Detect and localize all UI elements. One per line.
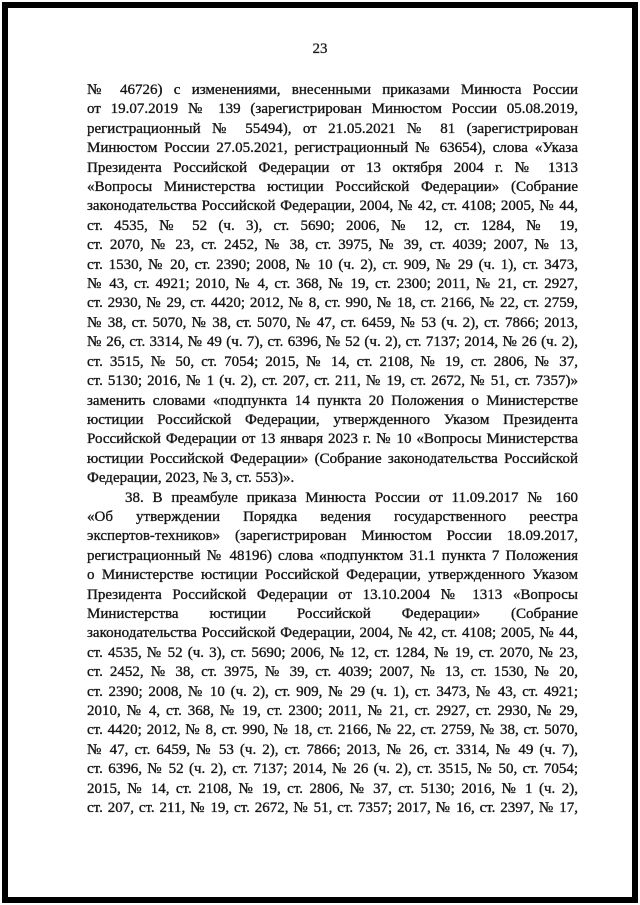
text-line: Российской Федерации от 13 января 2023 г. № 10 «Вопросы Министерства — [87, 431, 578, 448]
text-line: «Вопросы Министерства юстиции Российской Федерации» (Собрание — [87, 179, 578, 196]
paragraph-continuation — [87, 81, 578, 489]
text-line: законодательства Российской Федерации, 2004, № 42, ст. 4108; 2005, № 44, — [87, 625, 578, 642]
paragraph-38 — [87, 489, 578, 819]
page-number: 23 — [312, 41, 328, 57]
page-border — [2, 2, 638, 903]
text-line: № 47, ст. 6459, № 53 (ч. 2), ст. 7866; 2013, № 26, ст. 3314, № 49 (ч. 7), — [87, 741, 578, 758]
text-line: Федерации, 2023, № 3, ст. 553)». — [87, 470, 295, 487]
text-line: Министерства юстиции Российской Федерации» (Собрание — [87, 605, 578, 622]
text-line: ст. 4535, № 52 (ч. 3), ст. 5690; 2006, № 12, ст. 1284, № 19, — [87, 217, 578, 234]
text-line: 2015, № 14, ст. 2108, № 19, ст. 2806, № 37, ст. 5130; 2016, № 1 (ч. 2), — [87, 780, 578, 797]
text-line: ст. 3515, № 50, ст. 7054; 2015, № 14, ст. 2108, № 19, ст. 2806, № 37, — [87, 353, 578, 370]
text-line: ст. 2390; 2008, № 10 (ч. 2), ст. 909, № 29 (ч. 1), ст. 3473, № 43, ст. 4921; — [87, 683, 578, 700]
text-line: ст. 2452, № 38, ст. 3975, № 39, ст. 4039; 2007, № 13, ст. 1530, № 20, — [87, 664, 578, 681]
text-line: № 38, ст. 5070, № 38, ст. 5070, № 47, ст. 6459, № 53 (ч. 2), ст. 7866; 2013, — [87, 314, 578, 331]
text-line: юстиции Российской Федерации» (Собрание законодательства Российской — [87, 450, 578, 467]
text-line: 38. В преамбуле приказа Минюста России от 11.09.2017 № 160 — [125, 489, 578, 506]
text-line: ст. 207, ст. 211, № 19, ст. 2672, № 51, ст. 7357; 2017, № 16, ст. 2397, № 17, — [87, 800, 578, 817]
text-line: юстиции Российской Федерации, утвержденного Указом Президента — [87, 411, 578, 428]
text-line: ст. 4535, № 52 (ч. 3), ст. 5690; 2006, № 12, ст. 1284, № 19, ст. 2070, № 23, — [87, 644, 578, 661]
text-line: регистрационный № 48196) слова «подпунктом 31.1 пункта 7 Положения — [87, 547, 578, 564]
text-line: законодательства Российской Федерации, 2004, № 42, ст. 4108; 2005, № 44, — [87, 198, 578, 215]
text-line: № 46726) с изменениями, внесенными приказами Минюста России — [87, 82, 578, 98]
text-line: регистрационный № 55494), от 21.05.2021 № 81 (зарегистрирован — [87, 120, 578, 137]
text-line: ст. 1530, № 20, ст. 2390; 2008, № 10 (ч. 2), ст. 909, № 29 (ч. 1), ст. 3473, — [87, 256, 578, 273]
text-line: экспертов-техников» (зарегистрирован Минюстом России 18.09.2017, — [87, 528, 578, 545]
page-body — [87, 81, 578, 818]
text-line: заменить словами «подпункта 14 пункта 20 Положения о Министерстве — [87, 392, 578, 409]
text-line: ст. 2930, № 29, ст. 4420; 2012, № 8, ст. 990, № 18, ст. 2166, № 22, ст. 2759, — [87, 295, 578, 312]
text-line: Президента Российской Федерации от 13 октября 2004 г. № 1313 — [87, 159, 578, 176]
text-line: ст. 6396, № 52 (ч. 2), ст. 7137; 2014, № 26 (ч. 2), ст. 3515, № 50, ст. 7054; — [87, 761, 578, 778]
text-line: Минюстом России 27.05.2021, регистрационный № 63654), слова «Указа — [87, 140, 578, 157]
text-line: ст. 5130; 2016, № 1 (ч. 2), ст. 207, ст. 211, № 19, ст. 2672, № 51, ст. 7357)» — [87, 373, 578, 390]
text-line: 2010, № 4, ст. 368, № 19, ст. 2300; 2011, № 21, ст. 2927, ст. 2930, № 29, — [87, 703, 578, 719]
text-line: от 19.07.2019 № 139 (зарегистрирован Минюстом России 05.08.2019, — [87, 101, 578, 118]
text-line: «Об утверждении Порядка ведения государственного реестра — [87, 508, 578, 525]
text-line: № 26, ст. 3314, № 49 (ч. 7), ст. 6396, № 52 (ч. 2), ст. 7137; 2014, № 26 (ч. 2), — [87, 334, 578, 351]
text-line: ст. 4420; 2012, № 8, ст. 990, № 18, ст. 2166, № 22, ст. 2759, № 38, ст. 5070, — [87, 722, 578, 739]
text-line: Президента Российской Федерации от 13.10.2004 № 1313 «Вопросы — [87, 586, 578, 603]
text-line: ст. 2070, № 23, ст. 2452, № 38, ст. 3975, № 39, ст. 4039; 2007, № 13, — [87, 237, 578, 254]
text-line: № 43, ст. 4921; 2010, № 4, ст. 368, № 19, ст. 2300; 2011, № 21, ст. 2927, — [87, 276, 578, 293]
text-line: о Министерстве юстиции Российской Федерации, утвержденного Указом — [87, 567, 578, 584]
